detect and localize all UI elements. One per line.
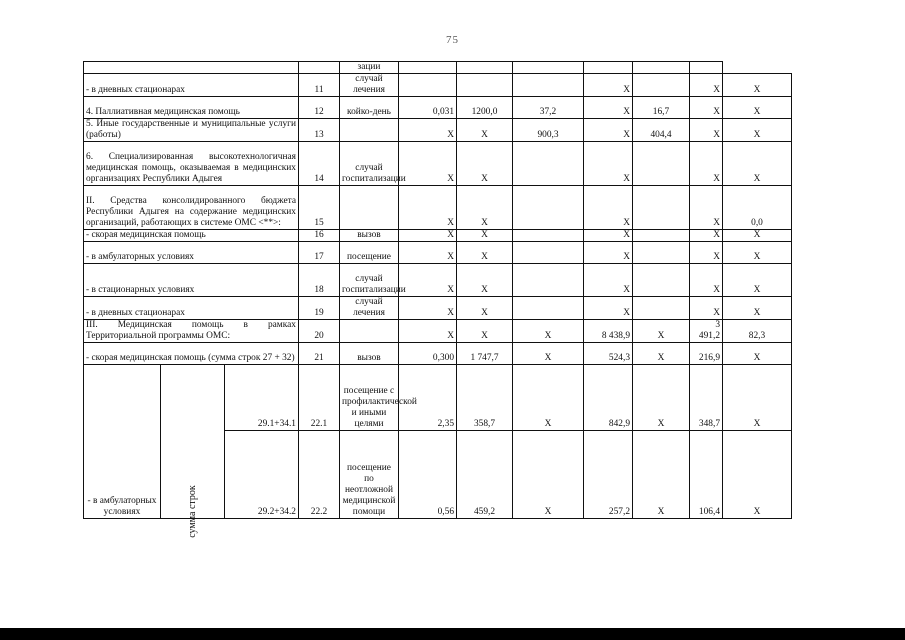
value-cell: X bbox=[633, 431, 690, 519]
value-cell bbox=[633, 230, 690, 242]
row-number: 14 bbox=[299, 142, 340, 186]
value-cell bbox=[633, 62, 690, 74]
value-cell: 900,3 bbox=[513, 119, 584, 142]
value-cell: 0,300 bbox=[399, 343, 457, 365]
value-cell: 37,2 bbox=[513, 97, 584, 119]
row-number: 22.2 bbox=[299, 431, 340, 519]
value-cell bbox=[690, 62, 723, 74]
value-cell: X bbox=[513, 431, 584, 519]
row-number: 11 bbox=[299, 74, 340, 97]
value-cell: 358,7 bbox=[457, 365, 513, 431]
value-cell: X bbox=[690, 119, 723, 142]
formula-cell: 29.1+34.1 bbox=[225, 365, 299, 431]
row-unit: случай госпитализации bbox=[340, 264, 399, 297]
value-cell: X bbox=[513, 365, 584, 431]
value-cell: X bbox=[723, 230, 792, 242]
row-unit: случай лечения bbox=[340, 297, 399, 320]
value-cell: X bbox=[690, 186, 723, 230]
value-cell: 2,35 bbox=[399, 365, 457, 431]
value-cell: 16,7 bbox=[633, 97, 690, 119]
value-cell: 0,0 bbox=[723, 186, 792, 230]
row-unit: койко-день bbox=[340, 97, 399, 119]
value-cell: X bbox=[399, 242, 457, 264]
row-label: III. Медицинская помощь в рамках Территориальной программы ОМС: bbox=[84, 320, 299, 343]
value-cell bbox=[513, 142, 584, 186]
row-unit: случай лечения bbox=[340, 74, 399, 97]
row-label: - в дневных стационарах bbox=[84, 74, 299, 97]
row-number: 17 bbox=[299, 242, 340, 264]
value-cell bbox=[633, 297, 690, 320]
table-row bbox=[84, 320, 792, 343]
table-row bbox=[84, 343, 792, 365]
row-unit: зации bbox=[340, 62, 399, 74]
value-cell bbox=[633, 264, 690, 297]
value-cell: X bbox=[584, 97, 633, 119]
table-row bbox=[84, 119, 792, 142]
table-row bbox=[84, 242, 792, 264]
value-cell bbox=[399, 74, 457, 97]
value-cell bbox=[513, 62, 584, 74]
value-cell: X bbox=[633, 343, 690, 365]
row-label: 6. Специализированная высокотехнологичная медицинская помощь, оказываемая в медицинских организациях Республики Адыгея bbox=[84, 142, 299, 186]
value-cell: 0,031 bbox=[399, 97, 457, 119]
value-cell bbox=[633, 186, 690, 230]
vertical-label-cell bbox=[161, 365, 225, 538]
value-cell bbox=[513, 297, 584, 320]
ambulatory-label: - в амбулаторных условиях bbox=[84, 365, 161, 519]
value-cell: X bbox=[399, 320, 457, 343]
row-number: 20 bbox=[299, 320, 340, 343]
value-cell: X bbox=[690, 242, 723, 264]
value-cell: X bbox=[723, 365, 792, 431]
value-cell: X bbox=[399, 119, 457, 142]
value-cell: X bbox=[584, 242, 633, 264]
value-cell: X bbox=[690, 97, 723, 119]
row-number: 15 bbox=[299, 186, 340, 230]
table-row bbox=[84, 97, 792, 119]
value-cell bbox=[457, 62, 513, 74]
row-unit: вызов bbox=[340, 343, 399, 365]
row-unit bbox=[340, 186, 399, 230]
row-number: 22.1 bbox=[299, 365, 340, 431]
value-cell: X bbox=[723, 242, 792, 264]
scan-edge bbox=[0, 628, 905, 640]
value-cell: X bbox=[723, 264, 792, 297]
row-number: 13 bbox=[299, 119, 340, 142]
value-cell: X bbox=[457, 297, 513, 320]
value-cell: X bbox=[723, 431, 792, 519]
value-cell: 459,2 bbox=[457, 431, 513, 519]
value-cell: X bbox=[584, 264, 633, 297]
value-cell: X bbox=[584, 74, 633, 97]
value-cell: X bbox=[457, 119, 513, 142]
value-cell bbox=[584, 62, 633, 74]
table-row bbox=[84, 365, 792, 431]
value-cell: 404,4 bbox=[633, 119, 690, 142]
value-cell bbox=[513, 230, 584, 242]
value-cell: X bbox=[723, 297, 792, 320]
row-label: 5. Иные государственные и муниципальные услуги (работы) bbox=[84, 119, 299, 142]
value-cell: 82,3 bbox=[723, 320, 792, 343]
row-number: 18 bbox=[299, 264, 340, 297]
value-cell: X bbox=[723, 119, 792, 142]
row-number: 12 bbox=[299, 97, 340, 119]
row-number: 19 bbox=[299, 297, 340, 320]
table-row bbox=[84, 186, 792, 230]
value-cell: X bbox=[723, 142, 792, 186]
value-cell: X bbox=[690, 297, 723, 320]
value-cell: X bbox=[457, 230, 513, 242]
table-row bbox=[84, 264, 792, 297]
data-table bbox=[83, 61, 792, 538]
value-cell: X bbox=[457, 242, 513, 264]
value-cell: X bbox=[457, 320, 513, 343]
value-cell: 524,3 bbox=[584, 343, 633, 365]
value-cell: 0,56 bbox=[399, 431, 457, 519]
row-unit: случай госпитализации bbox=[340, 142, 399, 186]
row-unit: вызов bbox=[340, 230, 399, 242]
row-unit bbox=[340, 320, 399, 343]
table-body bbox=[84, 62, 792, 538]
value-cell bbox=[513, 242, 584, 264]
value-cell bbox=[457, 74, 513, 97]
value-cell: X bbox=[584, 186, 633, 230]
value-cell: X bbox=[513, 320, 584, 343]
value-cell: 348,7 bbox=[690, 365, 723, 431]
value-cell: X bbox=[457, 186, 513, 230]
row-unit bbox=[340, 119, 399, 142]
value-cell: X bbox=[690, 142, 723, 186]
value-cell: X bbox=[690, 230, 723, 242]
value-cell: X bbox=[513, 343, 584, 365]
table-row bbox=[84, 62, 792, 74]
table-row bbox=[84, 74, 792, 97]
value-cell: 842,9 bbox=[584, 365, 633, 431]
row-number: 21 bbox=[299, 343, 340, 365]
value-cell: X bbox=[633, 365, 690, 431]
value-cell: X bbox=[723, 343, 792, 365]
value-cell: X bbox=[584, 142, 633, 186]
value-cell bbox=[633, 242, 690, 264]
value-cell bbox=[633, 142, 690, 186]
value-cell: 1200,0 bbox=[457, 97, 513, 119]
row-label bbox=[84, 62, 299, 74]
value-cell bbox=[633, 74, 690, 97]
row-label: II. Средства консолидированного бюджета Республики Адыгея на содержание медицинских организаций, работающих в системе ОМС <**>: bbox=[84, 186, 299, 230]
value-cell: 3 491,2 bbox=[690, 320, 723, 343]
value-cell: 8 438,9 bbox=[584, 320, 633, 343]
value-cell: X bbox=[723, 74, 792, 97]
value-cell bbox=[399, 62, 457, 74]
value-cell bbox=[513, 74, 584, 97]
value-cell: X bbox=[584, 230, 633, 242]
value-cell bbox=[513, 264, 584, 297]
value-cell: 257,2 bbox=[584, 431, 633, 519]
value-cell: X bbox=[633, 320, 690, 343]
value-cell: X bbox=[399, 230, 457, 242]
value-cell: X bbox=[457, 142, 513, 186]
value-cell: X bbox=[584, 119, 633, 142]
value-cell: X bbox=[690, 74, 723, 97]
value-cell: X bbox=[723, 97, 792, 119]
formula-cell: 29.2+34.2 bbox=[225, 431, 299, 519]
value-cell: X bbox=[457, 264, 513, 297]
row-unit: посещение по неотложной медицинской помощи bbox=[340, 431, 399, 519]
value-cell: 106,4 bbox=[690, 431, 723, 519]
row-number bbox=[299, 62, 340, 74]
value-cell: 1 747,7 bbox=[457, 343, 513, 365]
row-number: 16 bbox=[299, 230, 340, 242]
row-label: - в амбулаторных условиях bbox=[84, 242, 299, 264]
row-label: - скорая медицинская помощь bbox=[84, 230, 299, 242]
vertical-label: сумма строк bbox=[187, 485, 198, 538]
value-cell: X bbox=[399, 297, 457, 320]
table-row bbox=[84, 142, 792, 186]
value-cell: X bbox=[399, 142, 457, 186]
value-cell: X bbox=[584, 297, 633, 320]
row-label: 4. Паллиативная медицинская помощь bbox=[84, 97, 299, 119]
value-cell: X bbox=[690, 264, 723, 297]
row-label: - в стационарных условиях bbox=[84, 264, 299, 297]
row-unit: посещение bbox=[340, 242, 399, 264]
value-cell: 216,9 bbox=[690, 343, 723, 365]
value-cell bbox=[513, 186, 584, 230]
table-row bbox=[84, 297, 792, 320]
page-number: 75 bbox=[446, 34, 459, 46]
row-unit: посещение с профилактической и иными целями bbox=[340, 365, 399, 431]
table-row bbox=[84, 230, 792, 242]
row-label: - в дневных стационарах bbox=[84, 297, 299, 320]
value-cell: X bbox=[399, 186, 457, 230]
row-label: - скорая медицинская помощь (сумма строк 27 + 32) bbox=[84, 343, 299, 365]
value-cell: X bbox=[399, 264, 457, 297]
